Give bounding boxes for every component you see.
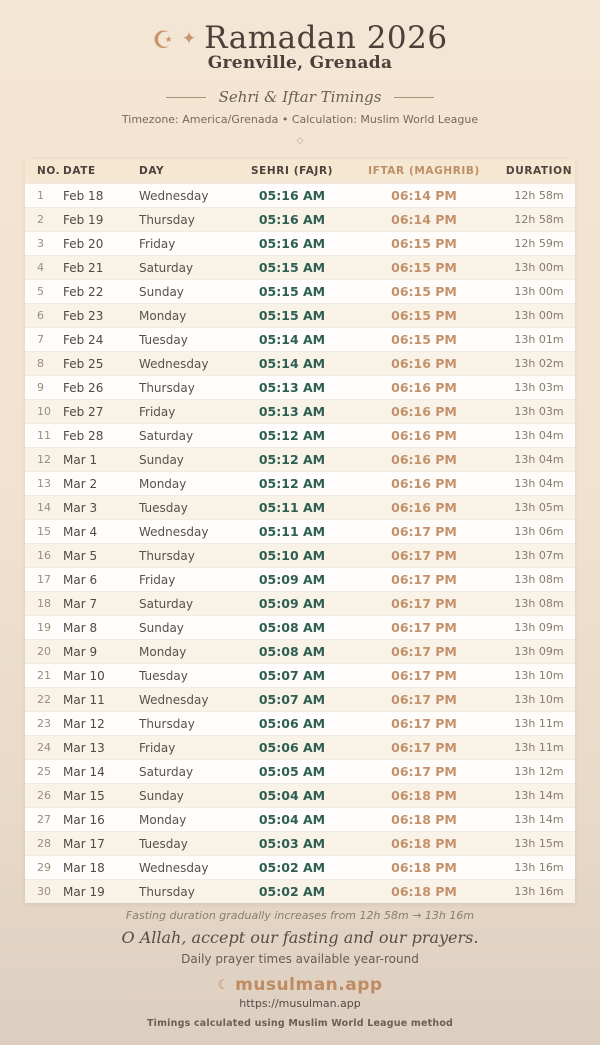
row-date: Mar 7 <box>63 596 98 611</box>
row-date: Mar 3 <box>63 500 98 515</box>
row-day: Thursday <box>139 380 195 395</box>
table-row <box>25 759 575 783</box>
row-day: Sunday <box>139 620 184 635</box>
row-sehri-time: 05:11 AM <box>258 524 326 539</box>
table-row <box>25 639 575 663</box>
row-day: Wednesday <box>139 524 209 539</box>
row-number: 16 <box>37 549 51 562</box>
row-iftar-time: 06:17 PM <box>391 644 457 659</box>
table-row <box>25 303 575 327</box>
location-subtitle: Grenville, Grenada <box>207 53 393 73</box>
row-day: Friday <box>139 572 176 587</box>
row-iftar-time: 06:17 PM <box>391 692 457 707</box>
section-subtitle-row <box>0 88 600 106</box>
row-date: Mar 11 <box>63 692 105 707</box>
row-sehri-time: 05:15 AM <box>258 284 326 299</box>
row-number: 21 <box>37 669 51 682</box>
row-number: 20 <box>37 645 51 658</box>
row-iftar-time: 06:15 PM <box>391 332 457 347</box>
table-body <box>25 183 575 903</box>
row-iftar-time: 06:17 PM <box>391 620 457 635</box>
row-sehri-time: 05:13 AM <box>258 380 326 395</box>
row-duration: 13h 11m <box>514 741 564 754</box>
section-subtitle: Sehri & Iftar Timings <box>218 88 382 106</box>
row-number: 8 <box>37 357 44 370</box>
row-sehri-time: 05:06 AM <box>258 740 326 755</box>
brand-name: musulman.app <box>235 975 383 995</box>
row-duration: 13h 05m <box>514 501 564 514</box>
row-number: 30 <box>37 885 51 898</box>
row-duration: 13h 10m <box>514 669 564 682</box>
row-date: Feb 20 <box>63 236 104 251</box>
availability-text: Daily prayer times available year-round <box>181 952 419 966</box>
timezone-calculation-meta: Timezone: America/Grenada • Calculation: Muslim World League <box>121 113 479 126</box>
table-row <box>25 879 575 903</box>
column-header-date: DATE <box>63 165 96 177</box>
row-sehri-time: 05:05 AM <box>258 764 326 779</box>
row-day: Monday <box>139 476 187 491</box>
row-duration: 13h 14m <box>514 813 564 826</box>
row-duration: 13h 04m <box>514 477 564 490</box>
row-duration: 13h 01m <box>514 333 564 346</box>
page-title: Ramadan 2026 <box>204 20 448 56</box>
row-number: 3 <box>37 237 44 250</box>
row-number: 26 <box>37 789 51 802</box>
table-row <box>25 399 575 423</box>
row-iftar-time: 06:16 PM <box>391 500 457 515</box>
row-day: Friday <box>139 236 176 251</box>
row-date: Mar 5 <box>63 548 98 563</box>
row-iftar-time: 06:17 PM <box>391 668 457 683</box>
calculation-method-note: Timings calculated using Muslim World League method <box>146 1018 454 1029</box>
row-duration: 13h 03m <box>514 405 564 418</box>
row-number: 19 <box>37 621 51 634</box>
row-number: 5 <box>37 285 44 298</box>
row-iftar-time: 06:17 PM <box>391 716 457 731</box>
row-sehri-time: 05:09 AM <box>258 596 326 611</box>
table-row <box>25 711 575 735</box>
row-sehri-time: 05:04 AM <box>258 788 326 803</box>
row-number: 6 <box>37 309 44 322</box>
table-row <box>25 831 575 855</box>
table-row <box>25 687 575 711</box>
table-row <box>25 663 575 687</box>
table-row <box>25 207 575 231</box>
table-row <box>25 255 575 279</box>
row-day: Tuesday <box>139 500 188 515</box>
divider-line-right <box>394 97 434 98</box>
row-iftar-time: 06:15 PM <box>391 236 457 251</box>
row-date: Feb 22 <box>63 284 104 299</box>
row-number: 28 <box>37 837 51 850</box>
row-date: Feb 24 <box>63 332 104 347</box>
row-iftar-time: 06:16 PM <box>391 380 457 395</box>
row-sehri-time: 05:09 AM <box>258 572 326 587</box>
row-sehri-time: 05:14 AM <box>258 332 326 347</box>
row-date: Mar 13 <box>63 740 105 755</box>
row-date: Mar 1 <box>63 452 98 467</box>
row-iftar-time: 06:14 PM <box>391 188 457 203</box>
row-sehri-time: 05:13 AM <box>258 404 326 419</box>
row-sehri-time: 05:08 AM <box>258 644 326 659</box>
table-row <box>25 327 575 351</box>
row-iftar-time: 06:17 PM <box>391 764 457 779</box>
row-date: Feb 19 <box>63 212 104 227</box>
row-day: Tuesday <box>139 668 188 683</box>
row-duration: 12h 58m <box>514 213 564 226</box>
table-row <box>25 543 575 567</box>
row-iftar-time: 06:18 PM <box>391 884 457 899</box>
row-iftar-time: 06:16 PM <box>391 404 457 419</box>
row-number: 22 <box>37 693 51 706</box>
row-date: Mar 14 <box>63 764 105 779</box>
row-sehri-time: 05:16 AM <box>258 212 326 227</box>
sparkle-icon: ✦ <box>181 28 197 49</box>
row-duration: 13h 10m <box>514 693 564 706</box>
row-day: Sunday <box>139 284 184 299</box>
row-day: Thursday <box>139 884 195 899</box>
row-day: Saturday <box>139 764 194 779</box>
row-date: Mar 6 <box>63 572 98 587</box>
table-row <box>25 279 575 303</box>
row-day: Monday <box>139 308 187 323</box>
row-sehri-time: 05:14 AM <box>258 356 326 371</box>
row-duration: 13h 09m <box>514 645 564 658</box>
row-date: Feb 28 <box>63 428 104 443</box>
row-number: 12 <box>37 453 51 466</box>
row-date: Mar 12 <box>63 716 105 731</box>
row-day: Thursday <box>139 212 195 227</box>
row-date: Mar 10 <box>63 668 105 683</box>
row-iftar-time: 06:18 PM <box>391 860 457 875</box>
row-day: Saturday <box>139 596 194 611</box>
row-duration: 13h 08m <box>514 597 564 610</box>
row-duration: 13h 04m <box>514 453 564 466</box>
timings-table <box>25 159 575 903</box>
row-day: Thursday <box>139 548 195 563</box>
page-footer <box>0 909 600 1029</box>
row-date: Mar 16 <box>63 812 105 827</box>
row-date: Mar 9 <box>63 644 98 659</box>
row-sehri-time: 05:02 AM <box>258 860 326 875</box>
row-iftar-time: 06:17 PM <box>391 548 457 563</box>
row-sehri-time: 05:07 AM <box>258 668 326 683</box>
row-number: 1 <box>37 189 44 202</box>
row-duration: 13h 07m <box>514 549 564 562</box>
diamond-ornament-icon: ◇ <box>296 136 304 146</box>
row-date: Mar 19 <box>63 884 105 899</box>
divider-line-left <box>166 97 206 98</box>
row-sehri-time: 05:15 AM <box>258 308 326 323</box>
row-duration: 13h 00m <box>514 261 564 274</box>
row-number: 17 <box>37 573 51 586</box>
row-sehri-time: 05:16 AM <box>258 236 326 251</box>
column-header-iftar: IFTAR (MAGHRIB) <box>368 165 480 177</box>
table-row <box>25 351 575 375</box>
table-row <box>25 855 575 879</box>
table-row <box>25 447 575 471</box>
row-iftar-time: 06:16 PM <box>391 476 457 491</box>
row-iftar-time: 06:17 PM <box>391 524 457 539</box>
row-sehri-time: 05:15 AM <box>258 260 326 275</box>
row-number: 15 <box>37 525 51 538</box>
row-number: 13 <box>37 477 51 490</box>
row-day: Sunday <box>139 788 184 803</box>
row-day: Wednesday <box>139 356 209 371</box>
title-row <box>0 20 600 56</box>
row-number: 2 <box>37 213 44 226</box>
table-row <box>25 735 575 759</box>
column-header-sehri: SEHRI (FAJR) <box>250 165 334 177</box>
table-row <box>25 183 575 207</box>
table-row <box>25 591 575 615</box>
table-row <box>25 567 575 591</box>
table-row <box>25 495 575 519</box>
fasting-duration-note: Fasting duration gradually increases from 12h 58m → 13h 16m <box>125 909 475 922</box>
row-duration: 13h 15m <box>514 837 564 850</box>
row-day: Monday <box>139 812 187 827</box>
table-row <box>25 519 575 543</box>
crescent-star-icon: ☪ <box>152 26 174 54</box>
row-iftar-time: 06:16 PM <box>391 452 457 467</box>
row-date: Mar 17 <box>63 836 105 851</box>
row-date: Mar 15 <box>63 788 105 803</box>
row-day: Tuesday <box>139 836 188 851</box>
row-duration: 13h 00m <box>514 309 564 322</box>
row-date: Feb 21 <box>63 260 104 275</box>
column-header-no: NO. <box>37 165 61 177</box>
row-date: Feb 25 <box>63 356 104 371</box>
row-iftar-time: 06:14 PM <box>391 212 457 227</box>
brand-url[interactable]: https://musulman.app <box>239 997 361 1010</box>
table-row <box>25 615 575 639</box>
row-duration: 13h 09m <box>514 621 564 634</box>
row-day: Tuesday <box>139 332 188 347</box>
table-row <box>25 375 575 399</box>
row-date: Feb 23 <box>63 308 104 323</box>
row-sehri-time: 05:06 AM <box>258 716 326 731</box>
row-number: 11 <box>37 429 51 442</box>
row-iftar-time: 06:15 PM <box>391 284 457 299</box>
row-day: Monday <box>139 644 187 659</box>
table-row <box>25 423 575 447</box>
table-header-row <box>25 159 575 183</box>
row-duration: 13h 04m <box>514 429 564 442</box>
table-row <box>25 471 575 495</box>
row-iftar-time: 06:18 PM <box>391 836 457 851</box>
row-number: 9 <box>37 381 44 394</box>
table-row <box>25 231 575 255</box>
row-date: Feb 18 <box>63 188 104 203</box>
row-iftar-time: 06:18 PM <box>391 788 457 803</box>
row-day: Saturday <box>139 428 194 443</box>
row-day: Wednesday <box>139 860 209 875</box>
row-duration: 12h 59m <box>514 237 564 250</box>
row-duration: 13h 06m <box>514 525 564 538</box>
row-iftar-time: 06:16 PM <box>391 428 457 443</box>
column-header-day: DAY <box>139 165 165 177</box>
row-duration: 13h 00m <box>514 285 564 298</box>
row-iftar-time: 06:15 PM <box>391 260 457 275</box>
row-day: Wednesday <box>139 692 209 707</box>
row-iftar-time: 06:16 PM <box>391 356 457 371</box>
row-duration: 13h 03m <box>514 381 564 394</box>
row-sehri-time: 05:08 AM <box>258 620 326 635</box>
row-sehri-time: 05:12 AM <box>258 428 326 443</box>
row-date: Mar 4 <box>63 524 98 539</box>
row-date: Feb 26 <box>63 380 104 395</box>
row-number: 18 <box>37 597 51 610</box>
row-duration: 13h 11m <box>514 717 564 730</box>
page-header <box>0 0 600 146</box>
row-day: Sunday <box>139 452 184 467</box>
row-number: 25 <box>37 765 51 778</box>
row-day: Wednesday <box>139 188 209 203</box>
row-number: 27 <box>37 813 51 826</box>
row-number: 24 <box>37 741 51 754</box>
row-duration: 12h 58m <box>514 189 564 202</box>
row-duration: 13h 02m <box>514 357 564 370</box>
row-sehri-time: 05:11 AM <box>258 500 326 515</box>
column-header-duration: DURATION <box>505 165 573 177</box>
row-sehri-time: 05:12 AM <box>258 452 326 467</box>
row-iftar-time: 06:17 PM <box>391 740 457 755</box>
row-date: Mar 8 <box>63 620 98 635</box>
row-duration: 13h 16m <box>514 861 564 874</box>
row-number: 4 <box>37 261 44 274</box>
row-number: 10 <box>37 405 51 418</box>
row-sehri-time: 05:16 AM <box>258 188 326 203</box>
brand-row <box>0 975 600 995</box>
row-iftar-time: 06:17 PM <box>391 596 457 611</box>
row-sehri-time: 05:02 AM <box>258 884 326 899</box>
row-number: 7 <box>37 333 44 346</box>
table-row <box>25 807 575 831</box>
row-day: Saturday <box>139 260 194 275</box>
row-number: 14 <box>37 501 51 514</box>
row-iftar-time: 06:18 PM <box>391 812 457 827</box>
row-iftar-time: 06:15 PM <box>391 308 457 323</box>
row-day: Thursday <box>139 716 195 731</box>
row-sehri-time: 05:03 AM <box>258 836 326 851</box>
row-sehri-time: 05:12 AM <box>258 476 326 491</box>
row-duration: 13h 12m <box>514 765 564 778</box>
row-duration: 13h 16m <box>514 885 564 898</box>
row-duration: 13h 08m <box>514 573 564 586</box>
dua-text: O Allah, accept our fasting and our prayers. <box>121 928 479 947</box>
row-sehri-time: 05:04 AM <box>258 812 326 827</box>
row-sehri-time: 05:07 AM <box>258 692 326 707</box>
table-row <box>25 783 575 807</box>
row-sehri-time: 05:10 AM <box>258 548 326 563</box>
row-date: Mar 2 <box>63 476 98 491</box>
crescent-icon: ☾ <box>217 977 230 993</box>
row-duration: 13h 14m <box>514 789 564 802</box>
row-iftar-time: 06:17 PM <box>391 572 457 587</box>
row-number: 29 <box>37 861 51 874</box>
row-number: 23 <box>37 717 51 730</box>
row-day: Friday <box>139 740 176 755</box>
row-date: Mar 18 <box>63 860 105 875</box>
row-day: Friday <box>139 404 176 419</box>
row-date: Feb 27 <box>63 404 104 419</box>
